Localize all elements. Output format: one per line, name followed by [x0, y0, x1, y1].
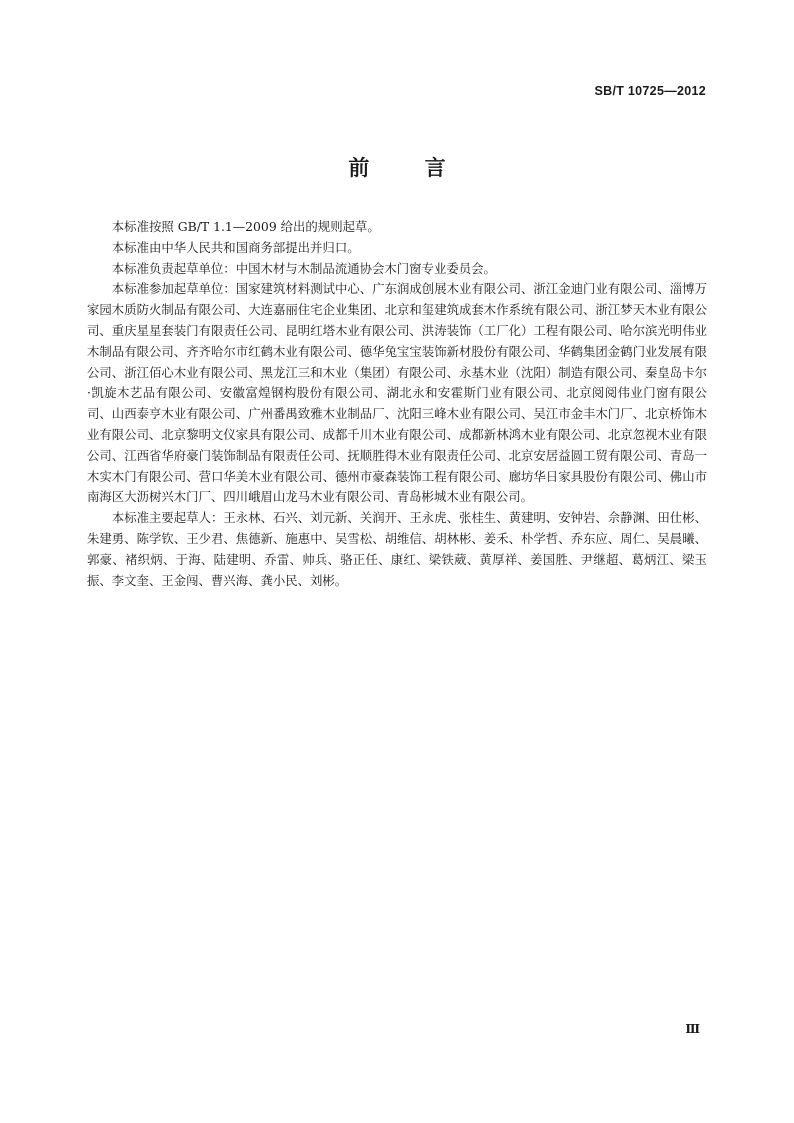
paragraph-main-drafters: 本标准主要起草人：王永林、石兴、刘元新、关润开、王永虎、张桂生、黄建明、安钟岩、佘静渊、田仕彬、朱建勇、陈学钦、王少君、焦德新、施惠中、吴雪松、胡维信、胡林彬、姜禾、朴学哲、乔东应、周仁、吴晨曦、郭豪、褚织炳、于海、陆建明、乔雷、帅兵、骆正任、康红、梁铁葳、黄厚祥、姜国胜、尹继超、葛炳江、梁玉振、李文奎、王金闯、曹兴海、龚小民、刘彬。 [87, 510, 707, 588]
standard-code: SB/T 10725—2012 [594, 84, 706, 98]
paragraph-participating-units: 本标准参加起草单位：国家建筑材料测试中心、广东润成创展木业有限公司、浙江金迪门业有限公司、淄博万家园木质防火制品有限公司、大连嘉丽住宅企业集团、北京和玺建筑成套木作系统有限公司、浙江梦天木业有限公司、重庆星星套装门有限责任公司、昆明红塔木业有限公司、洪涛装饰（工厂化）工程有限公司、哈尔滨光明伟业木制品有限公司、齐齐哈尔市红鹤木业有限公司、德华兔宝宝装饰新材股份有限公司、华鹤集团金鹤门业发展有限公司、浙江佰心木业有限公司、黑龙江三和木业（集团）有限公司、永基木业（沈阳）制造有限公司、秦皇岛卡尔·凯旋木艺品有限公司、安徽富煌钢构股份有限公司、湖北永和安霍斯门业有限公司、北京阅阅伟业门窗有限公司、山西泰亨木业有限公司、广州番禺致雅木业制品厂、沈阳三峰木业有限公司、吴江市金丰木门厂、北京桥饰木业有限公司、北京黎明文仪家具有限公司、成都千川木业有限公司、成都新林鸿木业有限公司、北京忽视木业有限公司、江西省华府豪门装饰制品有限责任公司、抚顺胜得木业有限责任公司、北京安居益圆工贸有限公司、青岛一木实木门有限公司、营口华美木业有限公司、德州市豪森装饰工程有限公司、廊坊华日家具股份有限公司、佛山市南海区大沥树兴木门厂、四川峨眉山龙马木业有限公司、青岛彬城木业有限公司。 [87, 281, 707, 505]
paragraph-responsible-unit: 本标准负责起草单位：中国木材与木制品流通协会木门窗专业委员会。 [111, 260, 496, 276]
paragraph-proposer: 本标准由中华人民共和国商务部提出并归口。 [111, 239, 360, 255]
paragraph-drafting-rules: 本标准按照 GB/T 1.1—2009 给出的规则起草。 [111, 219, 380, 234]
page-number: Ⅲ [685, 1022, 700, 1036]
page-title: 前 言 [348, 156, 470, 180]
foreword-body [87, 217, 707, 591]
